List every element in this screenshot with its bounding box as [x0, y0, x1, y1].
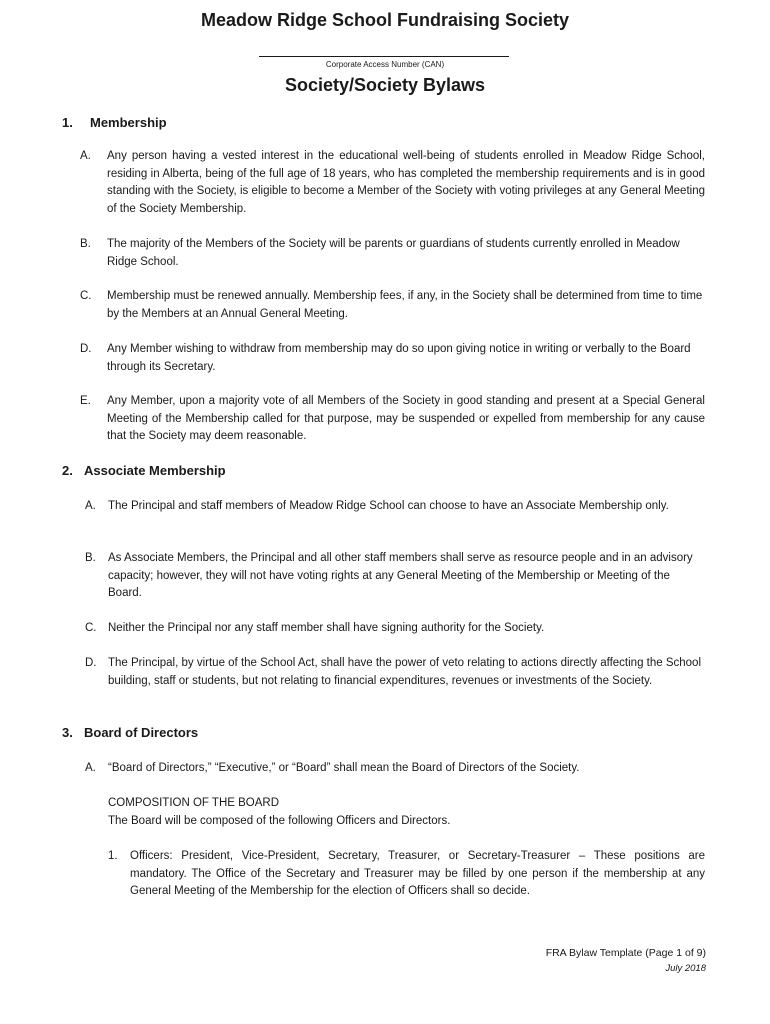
item-letter: D.: [85, 657, 97, 669]
section-number: 2.: [62, 463, 73, 478]
list-item: [85, 620, 705, 638]
list-item: [80, 288, 705, 324]
item-text: Any Member, upon a majority vote of all Members of the Society in good standing and present at a Special General Meeting of the Membership called for that purpose, may be suspended or expelled from membership for any cause that the Society may deem reasonable.: [107, 395, 705, 442]
item-text: The Principal and staff members of Meadow Ridge School can choose to have an Associate Membership only.: [108, 500, 669, 512]
numbered-item: [108, 848, 705, 902]
item-text: The majority of the Members of the Society will be parents or guardians of students currently enrolled in Meadow Ridge School.: [107, 238, 680, 268]
item-text: Any person having a vested interest in the educational well-being of students enrolled in Meadow Ridge School, residing in Alberta, being of the full age of 18 years, who has completed the membership requirements and is in good standing with the Society, is eligible to become a Member of the Society with voting privileges at any General Meeting of the Society Membership.: [107, 150, 705, 215]
section-title: Membership: [90, 115, 167, 130]
item-letter: A.: [85, 762, 96, 774]
item-text: Officers: President, Vice-President, Secretary, Treasurer, or Secretary-Treasurer – These positions are mandatory. The Office of the Secretary and Treasurer may be filled by one person if the membership at any General Meeting of the Membership for the election of Officers shall so decide.: [130, 850, 705, 897]
item-letter: A.: [85, 500, 96, 512]
item-text: Any Member wishing to withdraw from membership may do so upon giving notice in writing or verbally to the Board through its Secretary.: [107, 343, 691, 373]
item-text: Neither the Principal nor any staff member shall have signing authority for the Society.: [108, 622, 545, 634]
section-title: Associate Membership: [84, 463, 226, 478]
list-item: [85, 550, 705, 604]
item-letter: E.: [80, 395, 91, 407]
composition-text: The Board will be composed of the following Officers and Directors.: [108, 815, 451, 827]
section-number: 3.: [62, 725, 73, 740]
item-letter: B.: [80, 238, 91, 250]
item-letter: C.: [85, 622, 97, 634]
list-item: [80, 236, 705, 272]
item-number: 1.: [108, 850, 118, 862]
item-text: As Associate Members, the Principal and all other staff members shall serve as resource people and in an advisory capacity; however, they will not have voting rights at any General Meeting of the Membership or Meeting of the Board.: [108, 552, 693, 599]
can-label: Corporate Access Number (CAN): [325, 60, 445, 69]
list-item: [85, 655, 705, 709]
list-item: [80, 341, 705, 377]
document-title: Meadow Ridge School Fundraising Society: [200, 10, 570, 30]
item-letter: D.: [80, 343, 92, 355]
list-item: [80, 393, 705, 447]
composition-heading: COMPOSITION OF THE BOARD: [108, 797, 280, 809]
section-title: Board of Directors: [84, 725, 199, 740]
can-blank-line: [259, 56, 509, 57]
item-text: Membership must be renewed annually. Membership fees, if any, in the Society shall be determined from time to time by the Members at an Annual General Meeting.: [107, 290, 703, 320]
section-number: 1.: [62, 115, 73, 130]
item-text: The Principal, by virtue of the School Act, shall have the power of veto relating to actions directly affecting the School building, staff or students, but not relating to financial expenditures, revenues or investments of the Society.: [108, 657, 702, 687]
list-item: [80, 148, 705, 220]
footer-template: FRA Bylaw Template (Page 1 of 9): [545, 947, 706, 959]
list-item: [85, 498, 705, 534]
list-item: [85, 760, 705, 778]
item-text: “Board of Directors,” “Executive,” or “Board” shall mean the Board of Directors of the Society.: [108, 762, 580, 774]
item-letter: A.: [80, 150, 91, 162]
item-letter: C.: [80, 290, 92, 302]
footer-date: July 2018: [665, 963, 706, 974]
document-subtitle: Society/Society Bylaws: [284, 75, 486, 95]
item-letter: B.: [85, 552, 96, 564]
